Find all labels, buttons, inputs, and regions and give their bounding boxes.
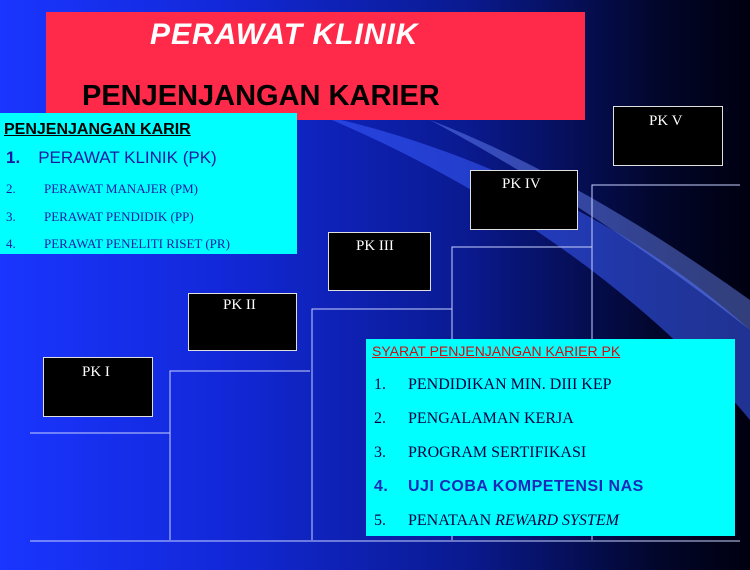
career-path-text: PERAWAT KLINIK (PK)	[38, 148, 217, 167]
requirement-text: PENDIDIKAN MIN. DIII KEP	[408, 376, 612, 393]
requirements-panel	[366, 339, 735, 536]
level-label-pk-v: PK V	[649, 113, 683, 129]
requirement-text: PROGRAM SERTIFIKASI	[408, 444, 587, 461]
career-path-item-2	[6, 181, 198, 197]
requirement-text-regular: PENATAAN	[408, 512, 492, 529]
career-path-num: 3.	[6, 209, 16, 224]
requirement-item-1	[374, 376, 612, 394]
requirement-num: 1.	[374, 376, 386, 393]
career-path-num: 2.	[6, 181, 16, 196]
level-label-pk-iv: PK IV	[502, 176, 541, 192]
career-path-num: 4.	[6, 236, 16, 251]
requirement-text: PENGALAMAN KERJA	[408, 410, 574, 427]
requirement-num: 4.	[374, 478, 389, 495]
level-label-pk-iii: PK III	[356, 238, 394, 254]
career-path-text: PERAWAT PENELITI RISET (PR)	[44, 236, 230, 251]
career-path-text: PERAWAT PENDIDIK (PP)	[44, 209, 194, 224]
level-label-pk-ii: PK II	[223, 297, 256, 313]
career-path-item-4	[6, 236, 230, 252]
requirement-text	[408, 512, 619, 530]
requirement-item-2	[374, 410, 574, 428]
requirement-num: 5.	[374, 512, 386, 529]
requirement-text-italic: REWARD SYSTEM	[495, 512, 619, 529]
career-path-num: 1.	[6, 148, 21, 167]
career-path-item-3	[6, 209, 194, 225]
requirement-num: 2.	[374, 410, 386, 427]
career-path-title: PENJENJANGAN KARIR	[4, 121, 191, 138]
career-path-text: PERAWAT MANAJER (PM)	[44, 181, 199, 196]
requirement-num: 3.	[374, 444, 386, 461]
career-path-item-1	[6, 148, 217, 168]
page-title: PERAWAT KLINIK	[150, 18, 419, 51]
requirement-text: UJI COBA KOMPETENSI NAS	[408, 478, 644, 495]
page-subtitle: PENJENJANGAN KARIER	[82, 80, 440, 112]
requirement-item-3	[374, 444, 586, 462]
level-label-pk-i: PK I	[82, 364, 110, 380]
requirement-item-4	[374, 478, 644, 496]
requirements-title: SYARAT PENJENJANGAN KARIER PK	[372, 343, 621, 359]
requirement-item-5	[374, 512, 619, 530]
